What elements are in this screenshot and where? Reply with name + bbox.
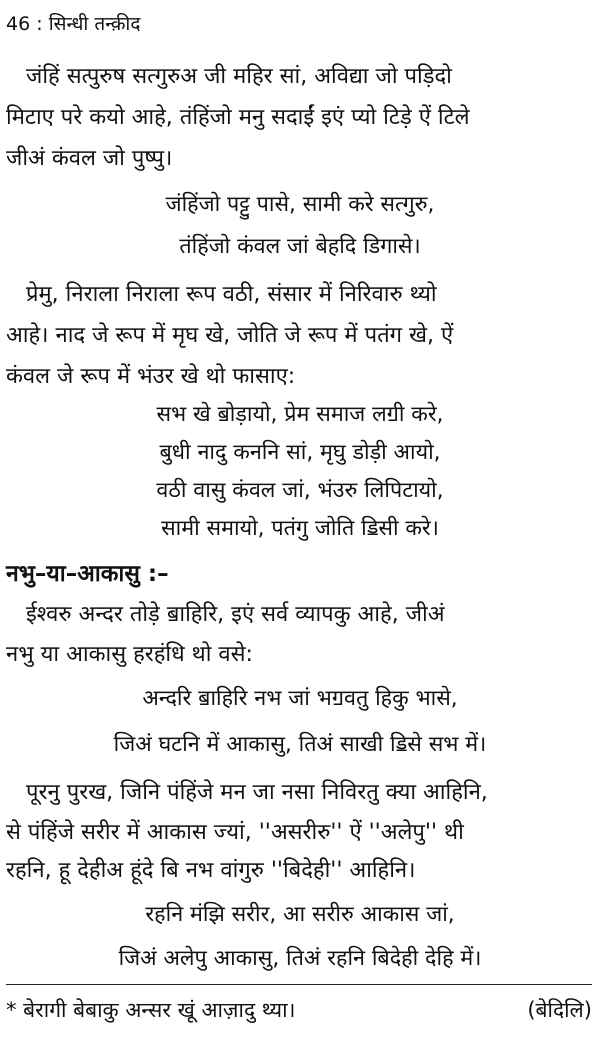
verse-line: जिअं अलेपु आकासु, तिअं रहनि बिदेही देहि में। [118,946,482,971]
verse-line: सामी समायो, पतंगु जोति ॾिसी करे। [161,516,439,541]
verse-line: सभ खे ॿोड़ायो, प्रेम समाज लॻी करे, [156,402,444,427]
paragraph-line: जंहिं सत्पुरुष सत्गुरुअ जी महिर सां, अविद्या जो पड़िदो [26,64,452,89]
paragraph-line: आहे। नाद जे रूप में मृघ खे, जोति जे रूप में पतंग खे, ऐं [6,323,454,348]
verse-line: वठी वासु कंवल जां, भंउरु लिपिटायो, [156,478,444,503]
verse-line: जंहिंजो पट्टु पासे, सामी करे सत्गुरु, [165,192,435,217]
verse-line: अन्दरि ॿाहिरि नभ जां भॻवतु हिकु भासे, [142,686,458,711]
paragraph-line: पूरनु पुरख, जिनि पंहिंजे मन जा नसा निविरतु क्या आहिनि, [26,780,488,805]
paragraph-line: प्रेमु, निराला निराला रूप वठी, संसार में निरिवारु थ्यो [26,282,437,307]
paragraph-line: ईश्वरु अन्दर तोड़े ॿाहिरि, इएं सर्व व्यापकु आहे, जीअं [26,602,445,627]
page-number: 46 [6,13,31,35]
paragraph-line: मिटाए परे कयो आहे, तंहिंजो मनु सदाईं इएं प्यो टिड़े ऐं टिले [6,105,470,130]
header-separator: : [36,13,43,35]
footnote-source: (बेदिलि) [527,998,592,1022]
paragraph-line: कंवल जे रूप में भंउर खे थो फासाए: [6,364,296,389]
header-title: सिन्धी तन्क़ीद [48,13,141,35]
footnote-text: * बेरागी बेबाकु अन्सर खूं आज़ादु थ्या। [6,998,296,1022]
verse-line: बुधी नादु कननि सां, मृघु डोड़ी आयो, [159,440,441,465]
verse-line: रहनि मंझि सरीर, आ सरीरु आकास जां, [145,902,455,927]
paragraph-line: जीअं कंवल जो पुष्पु। [6,146,173,171]
paragraph-line: से पंहिंजे सरीर में आकास ज्यां, ''असरीरु'' ऐं ''अलेपु'' थी [6,820,464,845]
page-header [6,10,140,36]
verse-line: तंहिंजो कंवल जां बेहदि डिगासे। [179,234,421,259]
verse-line: जिअं घटनि में आकासु, तिअं साखी ॾिसे सभ में। [113,732,487,757]
section-heading: नभु–या–आकासु :– [6,561,169,587]
paragraph-line: नभु या आकासु हरहंधि थो वसे: [6,642,253,667]
paragraph-line: रहनि, हू देहीअ हूंदे बि नभ वांगुरु ''बिदेही'' आहिनि। [6,858,416,883]
footnote-divider [6,984,592,985]
